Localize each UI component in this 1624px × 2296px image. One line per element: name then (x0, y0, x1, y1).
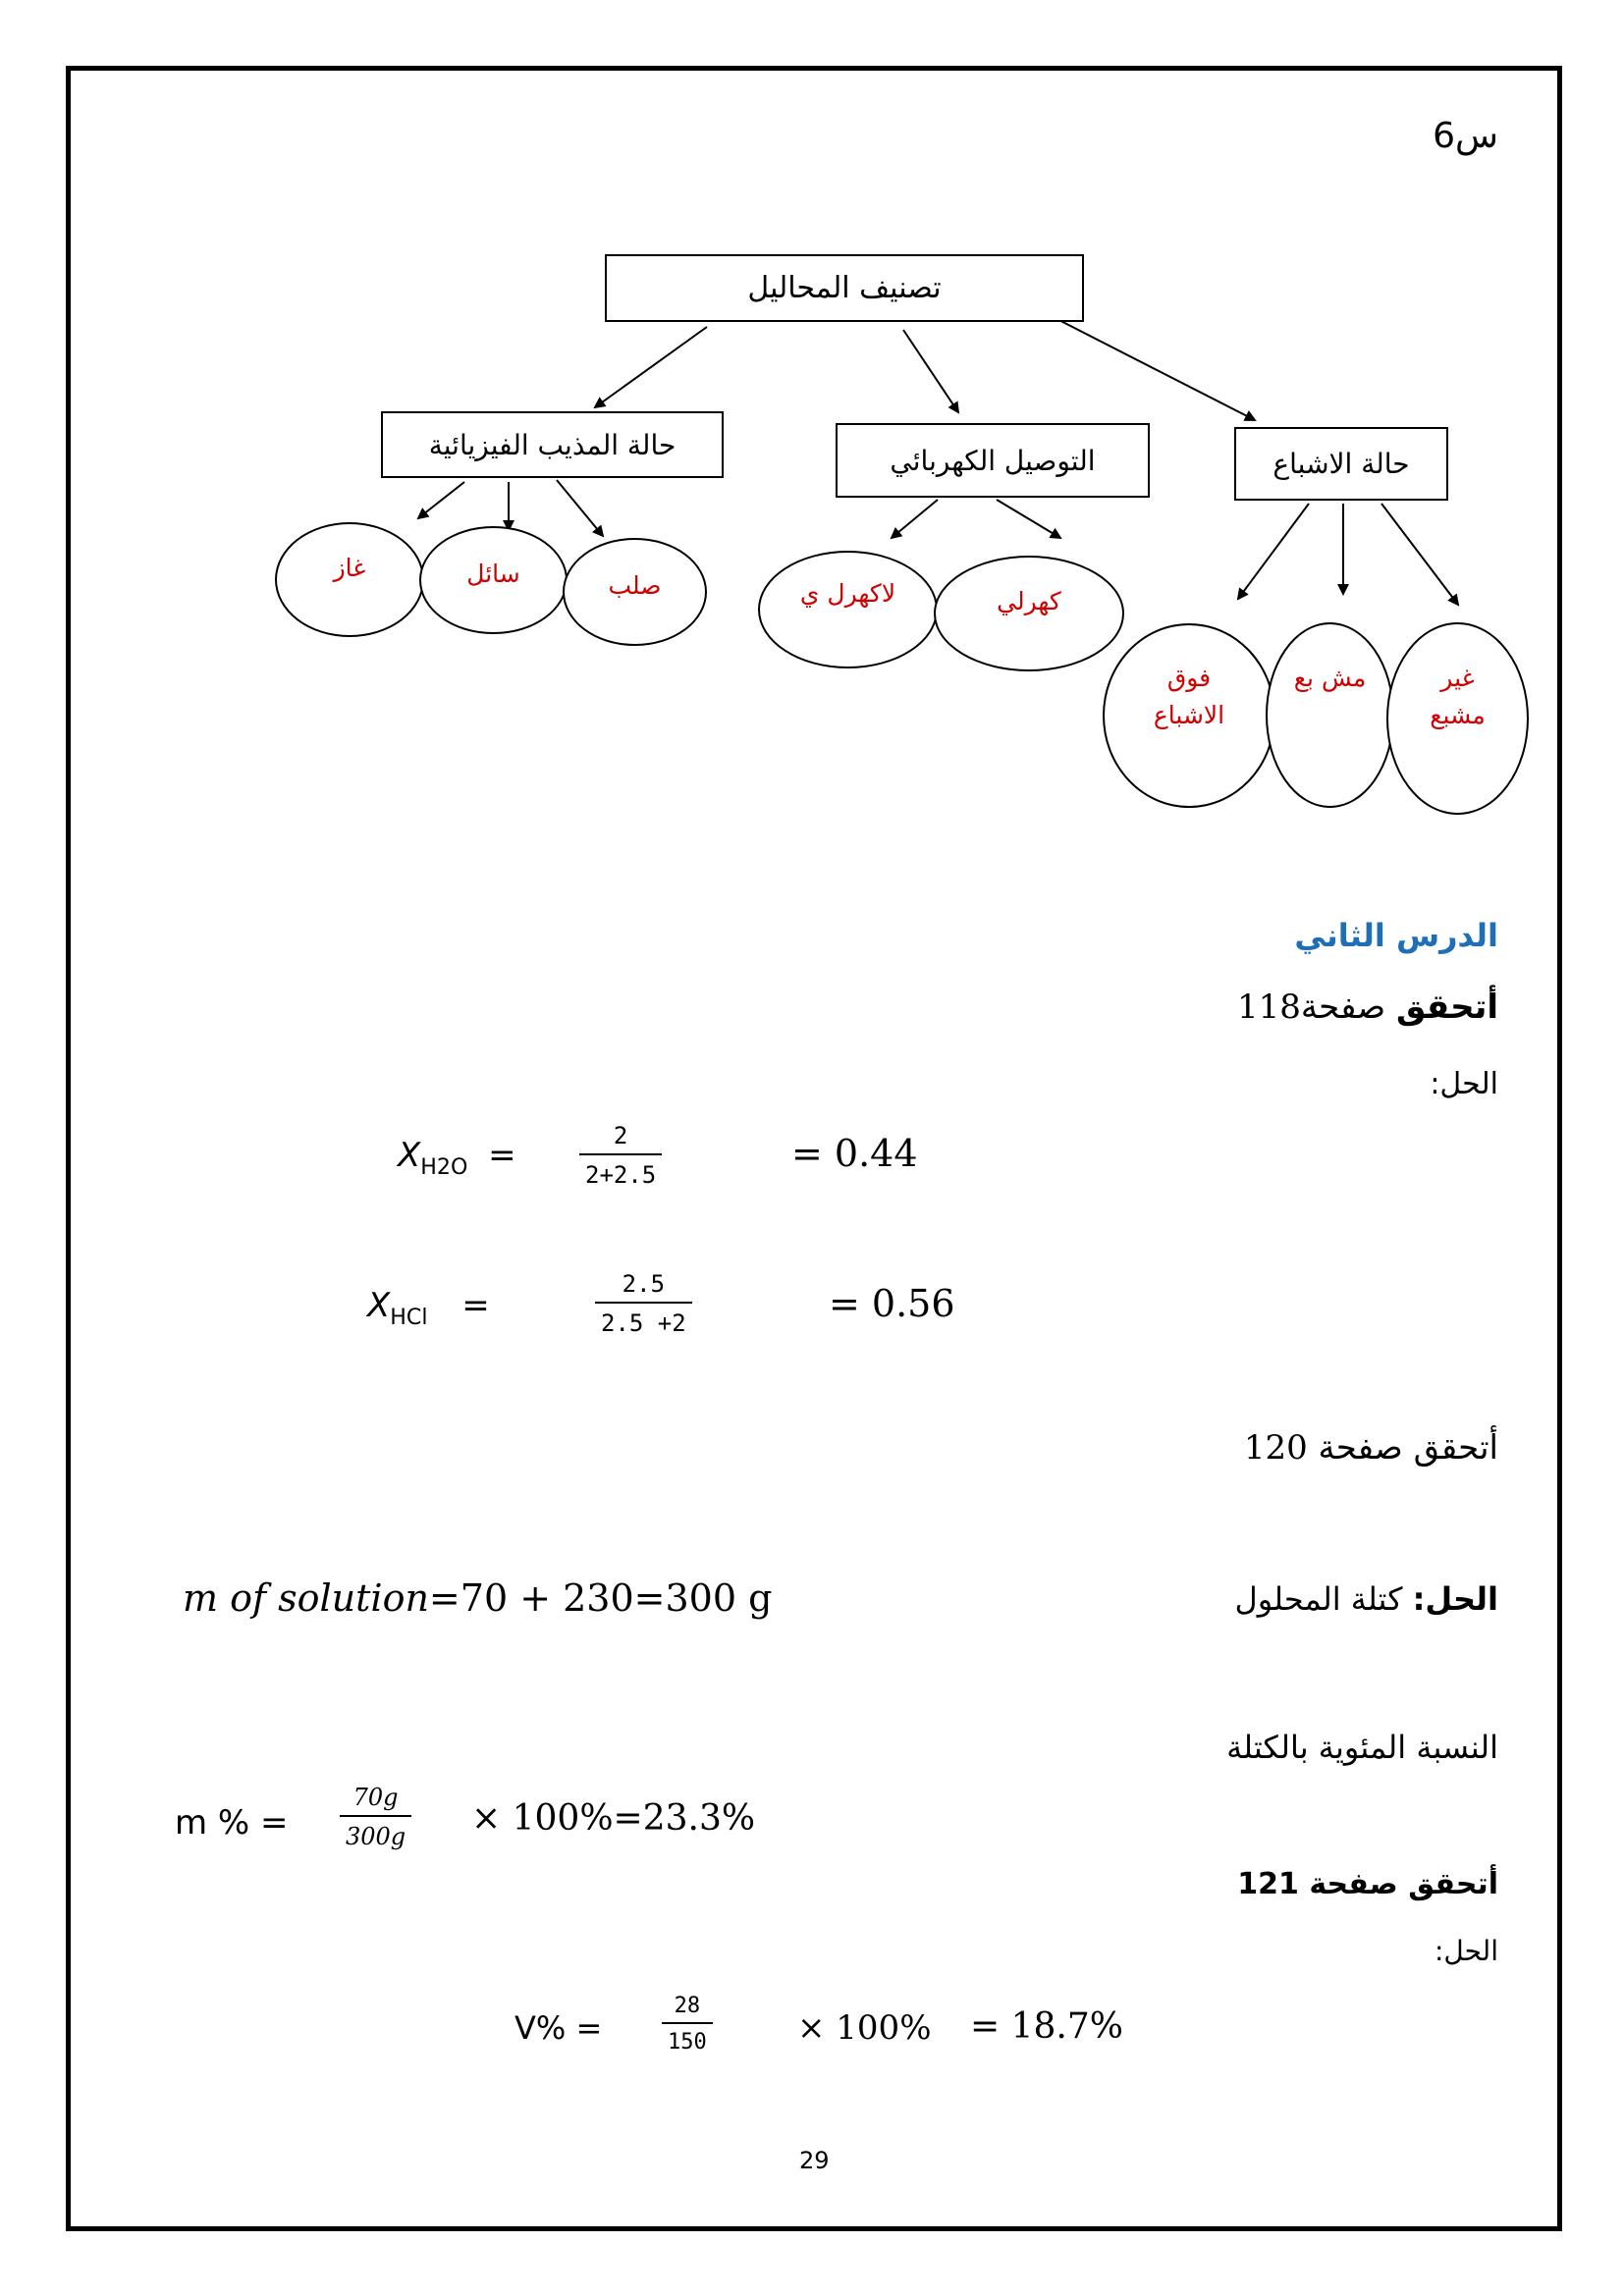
arrow-root-saturation (1038, 309, 1255, 420)
check1-heading (1237, 988, 1498, 1027)
check1-solution-label: الحل: (1430, 1067, 1498, 1101)
eq4-lhs: V% = (514, 2009, 603, 2047)
branch-saturation-label: حالة الاشباع (1272, 448, 1410, 480)
eq4-numerator: 28 (674, 1994, 701, 2018)
check3-solution-label: الحل: (1434, 1935, 1498, 1967)
eq4-mult: × 100% (797, 2008, 932, 2048)
mass-solution-expr-rest: =70 + 230=300 g (428, 1576, 773, 1620)
eq3-result: × 100%=23.3% (471, 1798, 756, 1839)
eq4-result: = 18.7% (970, 2006, 1123, 2047)
eq2-lhs (367, 1286, 490, 1330)
oval-saturated (1266, 622, 1394, 808)
eq3-denominator: 300g (340, 1815, 411, 1850)
arrow-electrical-yes (997, 500, 1060, 538)
eq2-result: = 0.56 (829, 1282, 955, 1325)
mass-solution-label-bold: الحل: (1412, 1580, 1498, 1618)
check3-heading (1237, 1867, 1498, 1901)
branch-physical-label: حالة المذيب الفيزيائية (428, 428, 677, 461)
eq1-var: X (398, 1136, 421, 1175)
arrow-physical-solid (557, 480, 603, 536)
eq1-sub: H2O (420, 1153, 468, 1180)
eq3-fraction (340, 1784, 411, 1850)
eq3-lhs (175, 1803, 289, 1842)
check3-page: 121 (1237, 1867, 1299, 1901)
oval-liquid-label: سائل (466, 560, 520, 588)
oval-gas-label: غاز (333, 554, 366, 582)
arrow-sat-unsat (1381, 504, 1458, 605)
eq1-fraction (579, 1122, 662, 1189)
eq1-numerator: 2 (613, 1122, 628, 1149)
oval-supersaturated-label: فوق الاشباع (1153, 664, 1225, 729)
eq1-denominator: 2+2.5 (579, 1153, 662, 1189)
oval-saturated-label: مش بع (1293, 664, 1367, 692)
mass-solution-label (1234, 1580, 1498, 1618)
eq4-denominator: 150 (662, 2022, 713, 2055)
eq1-result: = 0.44 (791, 1132, 918, 1175)
mass-solution-expr-italic: m of solution (183, 1576, 429, 1620)
check1-heading-bold: أتحقق (1395, 988, 1498, 1027)
eq2-denominator: 2.5 +2 (595, 1302, 692, 1337)
arrow-root-electrical (903, 330, 958, 412)
eq2-sub: HCl (390, 1304, 428, 1330)
eq1-lhs (398, 1136, 516, 1180)
branch-physical-box (381, 411, 724, 478)
lesson-title: الدرس الثاني (1294, 917, 1498, 954)
eq2-numerator: 2.5 (622, 1270, 666, 1298)
diagram-root-label: تصنيف المحاليل (747, 271, 942, 305)
branch-saturation-box (1234, 427, 1448, 501)
check2-heading (1244, 1428, 1498, 1468)
eq2-var: X (367, 1286, 391, 1325)
mass-solution-label-rest: كتلة المحلول (1234, 1580, 1413, 1618)
eq1-equals: = (488, 1136, 516, 1175)
oval-unsaturated-label: غير مشبع (1430, 664, 1486, 729)
branch-electrical-box (836, 423, 1150, 498)
eq2-fraction (595, 1270, 692, 1337)
eq3-numerator: 70g (352, 1784, 399, 1811)
check2-page: 120 (1243, 1428, 1308, 1468)
arrow-root-physical (595, 327, 707, 407)
check3-heading-text: أتحقق صفحة (1298, 1867, 1498, 1901)
mass-solution-expr (183, 1576, 772, 1620)
eq2-equals: = (461, 1286, 490, 1325)
check2-heading-text: أتحقق صفحة (1307, 1428, 1498, 1468)
branch-electrical-label: التوصيل الكهربائي (890, 444, 1096, 477)
eq4-fraction (662, 1994, 713, 2055)
eq3-lhs-text: m % = (175, 1803, 289, 1842)
arrow-physical-gas (418, 482, 464, 518)
oval-solid-label: صلب (608, 571, 662, 600)
percent-label: النسبة المئوية بالكتلة (1226, 1729, 1498, 1766)
oval-electrolyte-label: كهرلي (997, 587, 1061, 615)
oval-nonelectrolyte-label: لاكهرل ي (799, 579, 896, 608)
check1-heading-rest: صفحة (1300, 988, 1396, 1027)
question-label: س6 (1433, 116, 1498, 156)
arrow-electrical-non (892, 500, 938, 538)
diagram-root-box (605, 254, 1084, 322)
arrow-sat-super (1238, 504, 1309, 599)
page-number: 29 (799, 2147, 830, 2174)
check1-page: 118 (1236, 988, 1301, 1027)
